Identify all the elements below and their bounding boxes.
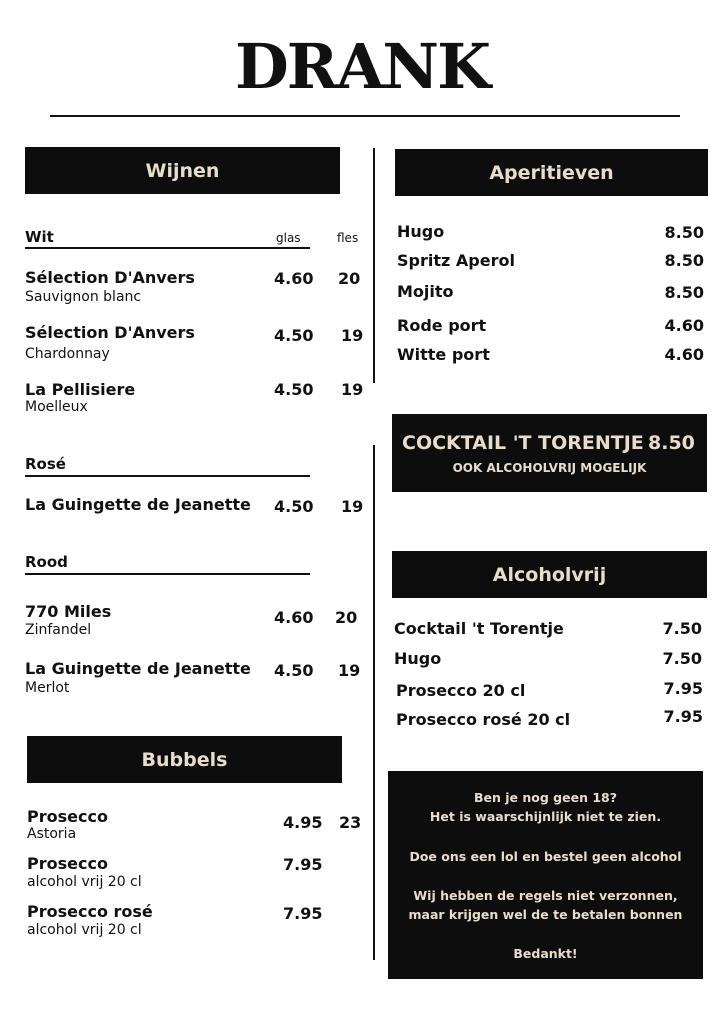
price-fles: 20 (338, 269, 361, 288)
bubbel-name: Prosecco (27, 807, 108, 826)
alcoholvrij-name: Prosecco rosé 20 cl (396, 710, 571, 729)
aperitief-price: 4.60 (664, 345, 704, 364)
wine-name: Sélection D'Anvers (25, 323, 195, 342)
notice-line: Ben je nog geen 18? (474, 790, 617, 805)
price-glas: 4.50 (274, 497, 314, 516)
column-divider-bottom (373, 445, 375, 960)
wine-name: 770 Miles (25, 602, 112, 621)
title-divider (50, 115, 680, 117)
wine-name: La Pellisiere (25, 380, 136, 399)
bubbel-name: Prosecco (27, 854, 108, 873)
alcoholvrij-price: 7.95 (663, 679, 703, 698)
wine-variety: Sauvignon blanc (25, 289, 142, 305)
aperitief-price: 8.50 (664, 223, 704, 242)
price-glas: 7.95 (283, 855, 323, 874)
price-glas: 4.60 (274, 269, 314, 288)
alcoholvrij-banner (392, 551, 707, 598)
wit-divider (25, 247, 310, 249)
price-fles: 19 (338, 661, 361, 680)
price-glas: 4.50 (274, 661, 314, 680)
price-glas: 4.50 (274, 326, 314, 345)
aperitieven-heading: Aperitieven (489, 161, 614, 184)
alcoholvrij-name: Prosecco 20 cl (396, 681, 526, 700)
aperitieven-banner (395, 149, 708, 196)
age-notice-box (388, 771, 703, 979)
notice-line: Wij hebben de regels niet verzonnen, (413, 888, 678, 903)
alcoholvrij-price: 7.50 (662, 619, 702, 638)
rood-divider (25, 573, 310, 575)
alcoholvrij-heading: Alcoholvrij (492, 563, 607, 586)
wine-name: La Guingette de Jeanette (25, 495, 251, 514)
wine-variety: Zinfandel (25, 622, 92, 638)
cocktail-price: 8.50 (648, 432, 695, 454)
notice-line: Bedankt! (513, 946, 578, 961)
notice-line: Het is waarschijnlijk niet te zien. (429, 809, 662, 824)
wine-variety: Moelleux (25, 399, 88, 415)
price-fles: 19 (341, 497, 364, 516)
price-fles: 23 (339, 813, 362, 832)
price-fles: 19 (341, 326, 364, 345)
aperitief-name: Witte port (397, 345, 490, 364)
price-glas: 7.95 (283, 904, 323, 923)
wine-name: Sélection D'Anvers (25, 268, 195, 287)
wine-variety: Chardonnay (25, 346, 110, 362)
rose-section-label: Rosé (25, 455, 66, 473)
aperitief-price: 8.50 (664, 283, 704, 302)
bubbel-name: Prosecco rosé (27, 902, 153, 921)
bubbel-sub: alcohol vrij 20 cl (27, 922, 142, 938)
bubbel-sub: Astoria (27, 826, 77, 842)
wine-name: La Guingette de Jeanette (25, 659, 251, 678)
col-fles-label: fles (337, 231, 359, 245)
bubbels-heading: Bubbels (141, 748, 228, 771)
price-glas: 4.95 (283, 813, 323, 832)
price-fles: 19 (341, 380, 364, 399)
rose-divider (25, 475, 310, 477)
price-fles: 20 (335, 608, 358, 627)
alcoholvrij-name: Hugo (394, 649, 442, 668)
cocktail-note: OOK ALCOHOLVRIJ MOGELIJK (452, 461, 647, 475)
col-glas-label: glas (276, 231, 301, 245)
wine-variety: Merlot (25, 680, 70, 696)
aperitief-name: Mojito (397, 282, 454, 301)
aperitief-name: Rode port (397, 316, 487, 335)
alcoholvrij-price: 7.50 (662, 649, 702, 668)
bubbel-sub: alcohol vrij 20 cl (27, 874, 142, 890)
aperitief-name: Hugo (397, 222, 445, 241)
notice-line: maar krijgen wel de te betalen bonnen (408, 907, 683, 922)
price-glas: 4.60 (274, 608, 314, 627)
page-title: DRANK (235, 30, 489, 103)
aperitief-price: 8.50 (664, 251, 704, 270)
cocktail-name: COCKTAIL 'T TORENTJE (402, 432, 644, 454)
wijnen-banner (25, 147, 340, 194)
aperitief-price: 4.60 (664, 316, 704, 335)
notice-line: Doe ons een lol en bestel geen alcohol (409, 849, 682, 864)
cocktail-box (392, 414, 707, 492)
bubbels-banner (27, 736, 342, 783)
price-glas: 4.50 (274, 380, 314, 399)
alcoholvrij-price: 7.95 (663, 707, 703, 726)
rood-section-label: Rood (25, 553, 68, 571)
wijnen-heading: Wijnen (145, 159, 220, 182)
wit-section-label: Wit (25, 228, 54, 246)
column-divider-top (373, 148, 375, 383)
alcoholvrij-name: Cocktail 't Torentje (394, 619, 564, 638)
aperitief-name: Spritz Aperol (397, 251, 515, 270)
